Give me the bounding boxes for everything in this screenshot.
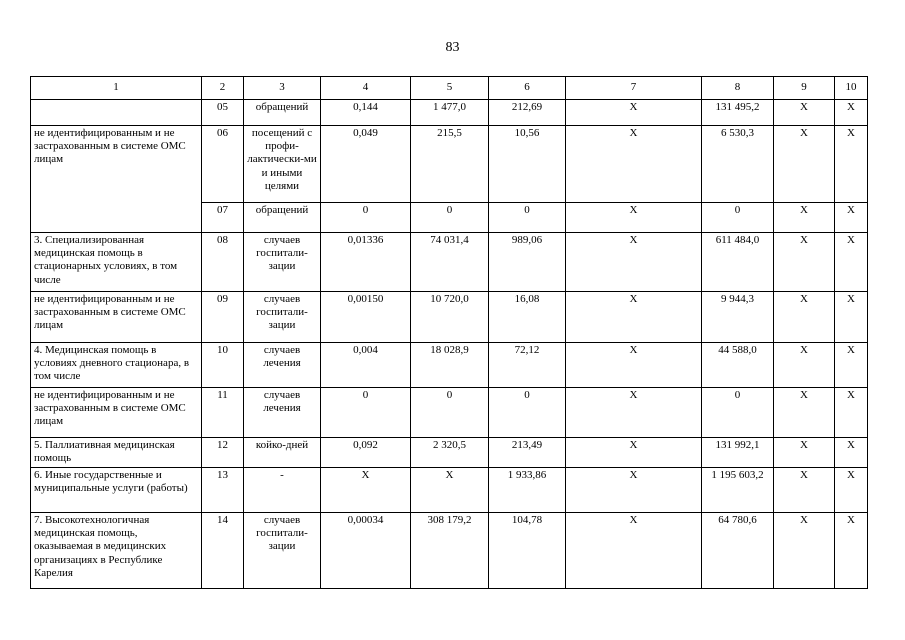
row-value: 0,00034 [321,513,411,589]
table-row [31,388,868,438]
row-value: 10 720,0 [411,292,489,343]
row-value: 213,49 [489,438,566,468]
row-value: 72,12 [489,343,566,388]
row-value: Х [566,438,702,468]
row-value: Х [774,203,835,233]
header-cell: 3 [244,77,321,100]
row-code: 07 [202,203,244,233]
header-row [31,77,868,100]
row-value: Х [835,126,868,203]
table-row [31,100,868,126]
row-value: 0 [702,388,774,438]
row-code: 08 [202,233,244,292]
table-row [31,438,868,468]
row-name: 4. Медицинская помощь в условиях дневного стационара, в том числе [31,343,202,388]
row-code: 06 [202,126,244,203]
row-name: 3. Специализированная медицинская помощь в стационарных условиях, в том числе [31,233,202,292]
row-unit: случаев лечения [244,388,321,438]
table-row [31,513,868,589]
row-value: Х [566,203,702,233]
header-cell: 10 [835,77,868,100]
row-value: 0 [489,203,566,233]
row-value: Х [774,438,835,468]
row-value: Х [835,292,868,343]
row-value: 0 [702,203,774,233]
row-unit: случаев госпитали-зации [244,233,321,292]
row-name: 7. Высокотехнологичная медицинская помощь, оказываемая в медицинских организациях в Республике Карелия [31,513,202,589]
row-value: 0,00150 [321,292,411,343]
row-value: 1 195 603,2 [702,468,774,513]
row-value: 0 [489,388,566,438]
row-value: 131 495,2 [702,100,774,126]
header-cell: 6 [489,77,566,100]
row-unit: обращений [244,100,321,126]
row-value: 16,08 [489,292,566,343]
row-value: 0,01336 [321,233,411,292]
row-unit: обращений [244,203,321,233]
header-cell: 8 [702,77,774,100]
table-row [31,343,868,388]
header-cell: 9 [774,77,835,100]
row-name: 5. Паллиативная медицинская помощь [31,438,202,468]
row-value: 0,092 [321,438,411,468]
row-value: 0 [321,388,411,438]
row-code: 05 [202,100,244,126]
row-unit: случаев госпитали-зации [244,292,321,343]
table-row [31,126,868,203]
row-value: Х [835,233,868,292]
row-value: Х [835,468,868,513]
row-value: 212,69 [489,100,566,126]
row-value: Х [774,126,835,203]
row-value: 611 484,0 [702,233,774,292]
header-cell: 7 [566,77,702,100]
row-code: 11 [202,388,244,438]
row-value: 1 477,0 [411,100,489,126]
row-value: 0,049 [321,126,411,203]
row-value: Х [411,468,489,513]
row-value: Х [774,513,835,589]
row-value: 44 588,0 [702,343,774,388]
row-code: 09 [202,292,244,343]
row-value: 10,56 [489,126,566,203]
row-value: Х [774,100,835,126]
row-value: Х [835,203,868,233]
row-value: 0 [321,203,411,233]
page-number: 83 [445,40,460,55]
row-unit: случаев лечения [244,343,321,388]
row-value: Х [774,233,835,292]
header-cell: 5 [411,77,489,100]
table-row [31,292,868,343]
row-value: Х [566,468,702,513]
row-value: Х [835,388,868,438]
row-value: Х [566,343,702,388]
row-value: 1 933,86 [489,468,566,513]
row-value: Х [774,388,835,438]
row-value: 0 [411,203,489,233]
row-name [31,100,202,126]
row-code: 10 [202,343,244,388]
row-value: Х [774,343,835,388]
table-row [31,233,868,292]
header-cell: 1 [31,77,202,100]
row-value: 74 031,4 [411,233,489,292]
row-value: 131 992,1 [702,438,774,468]
row-value: 215,5 [411,126,489,203]
row-value: Х [566,233,702,292]
row-value: 0 [411,388,489,438]
table-row [31,468,868,513]
row-name: не идентифицированным и не застрахованным в системе ОМС лицам [31,126,202,233]
row-value: 64 780,6 [702,513,774,589]
row-value: Х [566,100,702,126]
row-value: 2 320,5 [411,438,489,468]
row-unit: случаев госпитали-зации [244,513,321,589]
row-value: Х [835,100,868,126]
header-cell: 2 [202,77,244,100]
row-code: 14 [202,513,244,589]
row-value: 989,06 [489,233,566,292]
data-table [30,76,868,589]
row-value: Х [566,126,702,203]
row-unit: посещений с профи-лактически-ми и иными целями [244,126,321,203]
row-value: Х [835,343,868,388]
row-value: Х [835,438,868,468]
row-value: Х [774,468,835,513]
row-code: 12 [202,438,244,468]
row-code: 13 [202,468,244,513]
row-name: не идентифицированным и не застрахованным в системе ОМС лицам [31,292,202,343]
header-cell: 4 [321,77,411,100]
row-value: Х [566,292,702,343]
row-value: 104,78 [489,513,566,589]
row-value: Х [566,513,702,589]
row-unit: койко-дней [244,438,321,468]
row-value: 18 028,9 [411,343,489,388]
row-value: Х [321,468,411,513]
row-value: Х [566,388,702,438]
row-value: 0,144 [321,100,411,126]
row-name: не идентифицированным и не застрахованным в системе ОМС лицам [31,388,202,438]
row-value: 308 179,2 [411,513,489,589]
row-value: Х [774,292,835,343]
row-value: 0,004 [321,343,411,388]
row-value: Х [835,513,868,589]
row-name: 6. Иные государственные и муниципальные услуги (работы) [31,468,202,513]
row-value: 9 944,3 [702,292,774,343]
row-unit: - [244,468,321,513]
row-value: 6 530,3 [702,126,774,203]
